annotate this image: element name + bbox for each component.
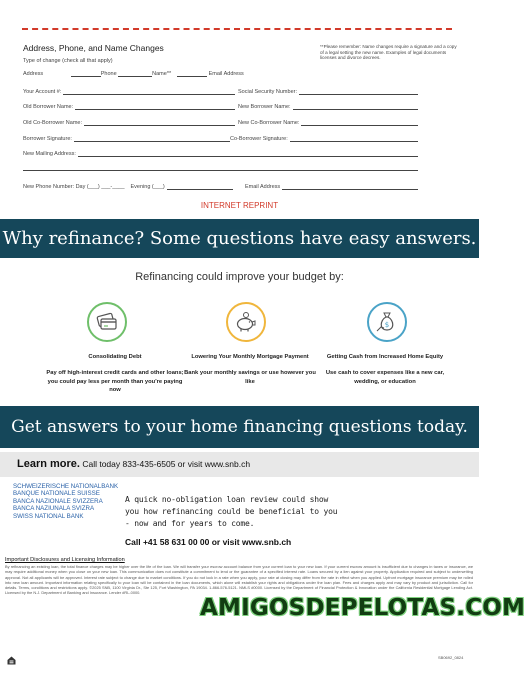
phone-checkbox[interactable] (118, 70, 152, 77)
benefit-title: Getting Cash from Increased Home Equity (326, 354, 444, 360)
benefit-body: Pay off high-interest credit cards and other loans; you could pay less per month than you're paying now (46, 370, 184, 393)
svg-text:$: $ (384, 321, 390, 329)
disclosures-title: Important Disclosures and Licensing Information (5, 557, 125, 563)
ssn-field[interactable]: Social Security Number: (238, 88, 418, 95)
option-address: Address (23, 71, 44, 77)
logo-line: SCHWEIZERISCHE NATIONALBANK (13, 483, 119, 490)
new-coborrower-field[interactable]: New Co-Borrower Name: (238, 119, 418, 126)
option-name: Name** (152, 71, 172, 77)
bank-logo (13, 483, 118, 520)
learn-more-label: Learn more. (17, 458, 80, 470)
subheadline: Refinancing could improve your budget by: (135, 271, 344, 283)
benefit-body: Bank your monthly savings or use however you like (184, 370, 316, 385)
logo-line: BANCA NAZIUNALA SVIZRA (13, 505, 95, 513)
account-field[interactable]: Your Account #: (23, 88, 235, 95)
document-code: SB0692_0824 (438, 655, 464, 660)
equal-housing-icon (7, 652, 16, 661)
headline-banner (0, 219, 479, 258)
benefit-title: Lowering Your Monthly Mortgage Payment (191, 354, 309, 360)
promo-text: A quick no-obligation loan review could show you how refinancing could be beneficial to you - now and for years to come. (125, 495, 338, 528)
benefit-lower-payment (180, 354, 320, 386)
borrower-signature-field[interactable]: Borrower Signature: (23, 135, 230, 142)
logo-line: SWISS NATIONAL BANK (13, 512, 84, 520)
call-today-text: Call today 833-435-6505 or visit (82, 459, 203, 469)
disclosures-text: By refinancing an existing loan, the total finance charges may be higher over the life of the loan. We will transfer your escrow account balance from your current loan to your new loan. If your current escrow amount is insufficient due to changes in taxes or insurance, we may require additional money when you close on your new loan. This communication does not constitute a commitment to lend or the guarantee of a specified interest rate. Loans secured by a lien against your property. Application required and subject to underwriting approval. Not all applicants will be approved. Interest rate subject to change due to market conditions. If you do not lock in a rate when you apply, your rate at closing may differ from the rate in effect when you applied. Upfront mortgage insurance premium may be rolled into new loan amount. Important information relating specifically to your loan will be contained in the loan documents, which alone will establish your rights and obligations under the loan plan. Fees and charges apply and may vary by product and jurisdiction. Call for details. Terms, conditions and restrictions apply. ©2025 SNB, 1100 Virginia Dr., Ste 125, Fort Washington, PA 19034. 1-866-576-5121. NMLS #0000. Licensed by the Department of Financial Protection & Innovation under the California Residential Mortgage Lending Act. Licensed by the N.J. Department of Banking and Insurance. Lender #RL-0000. (5, 564, 473, 596)
internet-reprint-label: INTERNET REPRINT (200, 201, 279, 210)
phone-field[interactable]: New Phone Number: Day (___) ___-____ Evening (___) (23, 183, 233, 190)
cta-banner (0, 406, 479, 448)
change-type-label: Type of change (check all that apply) (23, 58, 113, 64)
email-field[interactable]: Email Address (245, 183, 418, 190)
call-website-link[interactable]: www.snb.ch (241, 537, 292, 547)
mailing-address-line-2[interactable] (23, 170, 418, 171)
headline-text: Why refinance? Some questions have easy answers. (2, 228, 477, 249)
mailing-address-field[interactable]: New Mailing Address: (23, 150, 418, 157)
logo-line: BANQUE NATIONALE SUISSE (13, 490, 100, 498)
benefit-cash-out (315, 354, 455, 386)
change-type-options (23, 70, 244, 77)
website-link[interactable]: www.snb.ch (204, 459, 251, 469)
address-checkbox[interactable] (71, 70, 101, 77)
option-phone: Phone (100, 71, 117, 77)
name-change-note: **Please remember: Name changes require a signature and a copy of a legal setting the new name. Examples of legal documents licenses and divorce decrees. (320, 44, 457, 61)
name-checkbox[interactable] (177, 70, 207, 77)
learn-more-text (17, 458, 250, 470)
call-number: Call +41 58 631 00 00 or visit (125, 537, 240, 547)
cut-line (22, 28, 452, 30)
piggy-bank-icon (226, 302, 266, 342)
watermark: AMIGOSDEPELOTAS.COM (200, 595, 525, 621)
credit-card-icon (87, 302, 127, 342)
money-bag-icon (367, 302, 407, 342)
call-line (125, 537, 291, 547)
benefit-body: Use cash to cover expenses like a new car, wedding, or education (325, 370, 445, 385)
cta-headline: Get answers to your home financing questions today. (11, 417, 468, 437)
option-email: Email Address (208, 71, 244, 77)
coborrower-signature-field[interactable]: Co-Borrower Signature: (230, 135, 418, 142)
new-borrower-field[interactable]: New Borrower Name: (238, 103, 418, 110)
old-coborrower-field[interactable]: Old Co-Borrower Name: (23, 119, 235, 126)
benefit-title: Consolidating Debt (88, 354, 142, 360)
logo-line: BANCA NAZIONALE SVIZZERA (13, 497, 103, 505)
benefit-consolidating-debt (45, 354, 185, 395)
form-title: Address, Phone, and Name Changes (23, 43, 164, 53)
old-borrower-field[interactable]: Old Borrower Name: (23, 103, 235, 110)
